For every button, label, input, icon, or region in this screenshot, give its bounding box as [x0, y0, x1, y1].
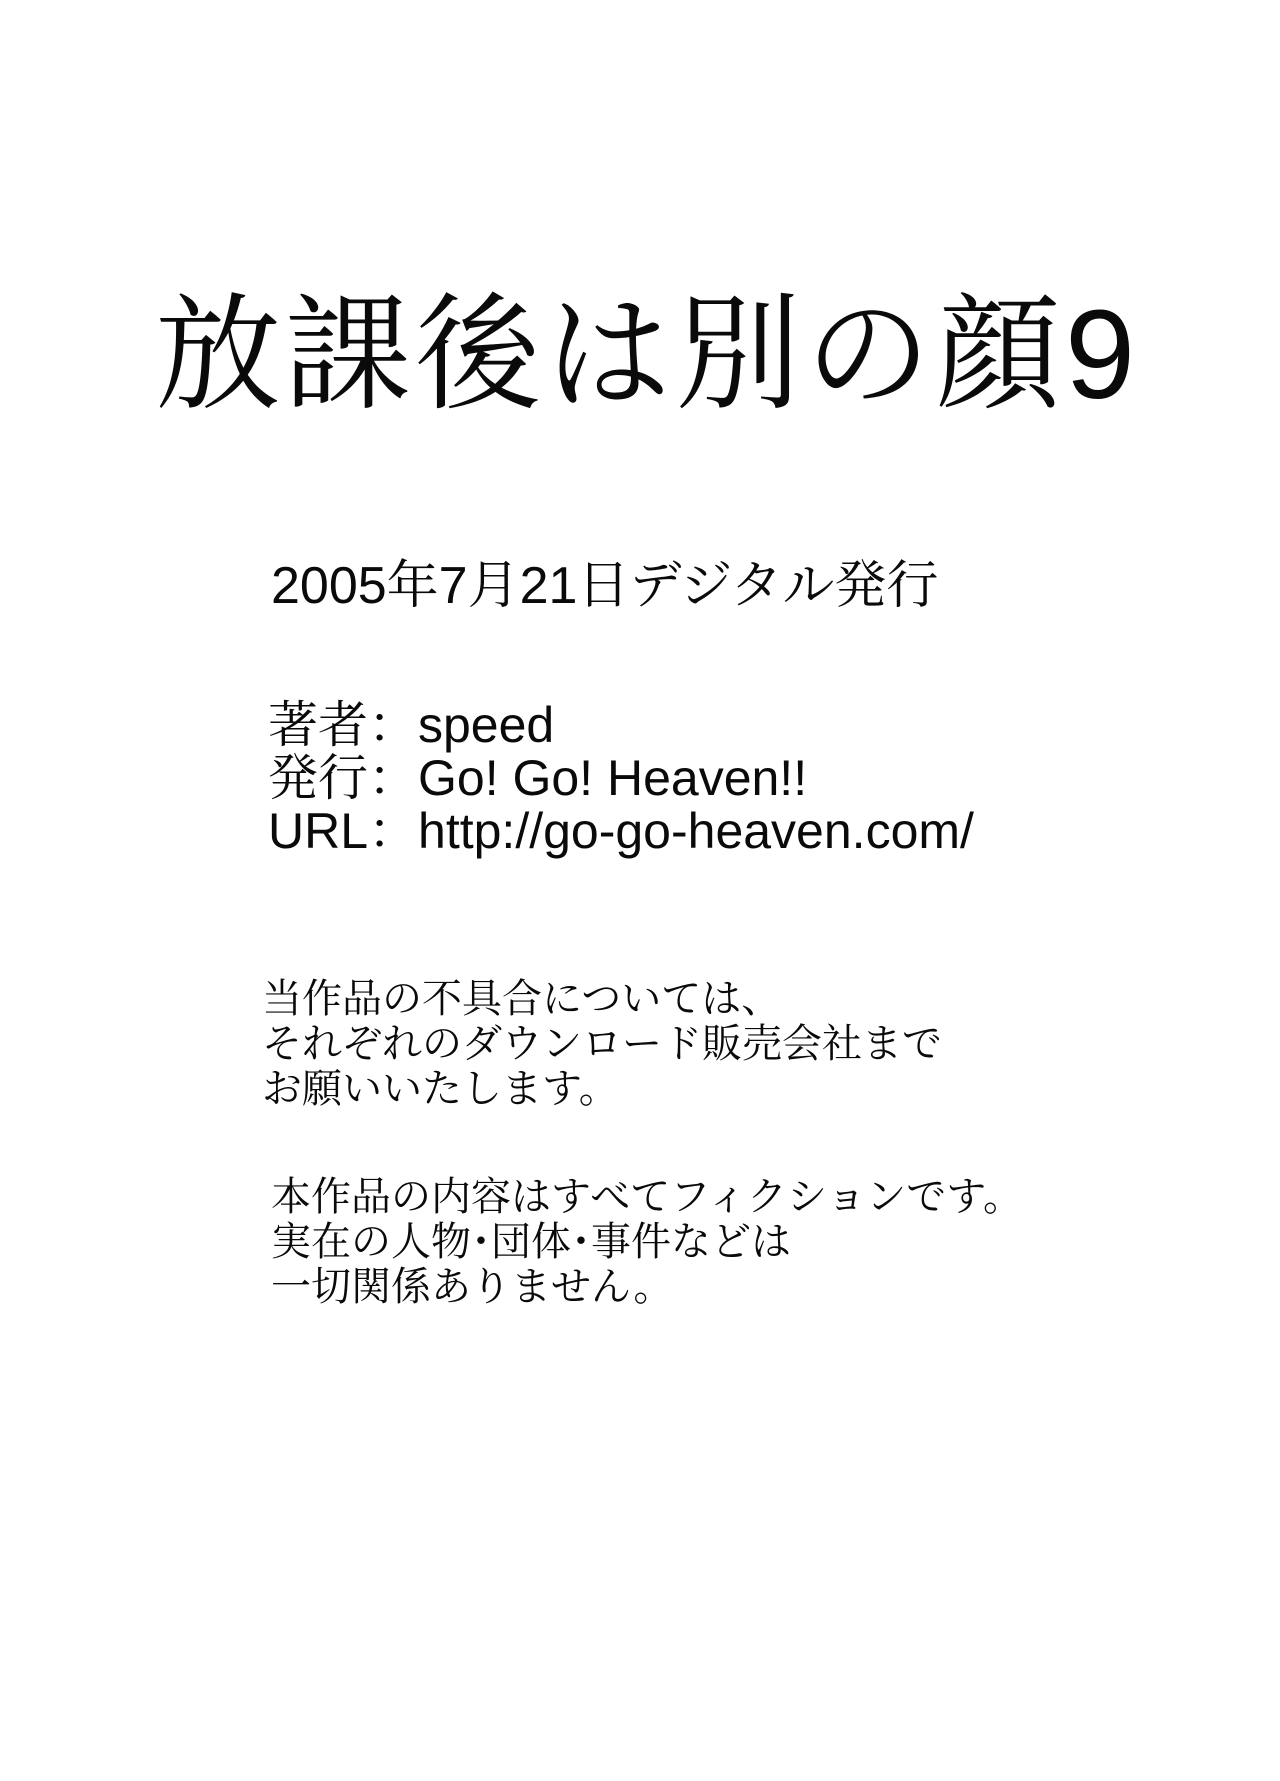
- support-notice-line: それぞれのダウンロード販売会社まで: [262, 1022, 942, 1066]
- fiction-disclaimer: [271, 1175, 1023, 1310]
- credit-separator: ：: [368, 750, 418, 806]
- author-label: 著者: [268, 697, 368, 753]
- credit-line-author: [268, 699, 974, 752]
- author-value: speed: [418, 697, 555, 753]
- fiction-disclaimer-line: 実在の人物･団体･事件などは: [271, 1220, 791, 1264]
- publish-date: 2005年7月21日デジタル発行: [271, 557, 939, 615]
- fiction-disclaimer-line: 一切関係ありません。: [271, 1265, 674, 1309]
- publisher-value: Go! Go! Heaven!!: [418, 750, 808, 806]
- url-value: http://go-go-heaven.com/: [418, 803, 974, 859]
- credit-line-url: [268, 805, 974, 858]
- credit-line-publisher: [268, 752, 974, 805]
- support-notice-line: お願いいたします。: [262, 1067, 619, 1111]
- url-label: URL: [268, 803, 369, 859]
- support-notice: [262, 977, 942, 1112]
- credit-separator: ：: [368, 803, 419, 859]
- publisher-label: 発行: [268, 750, 368, 806]
- page-title: 放課後は別の顔9: [155, 284, 1140, 425]
- credits-block: [268, 699, 974, 858]
- fiction-disclaimer-line: 本作品の内容はすべてフィクションです。: [271, 1175, 1023, 1219]
- support-notice-line: 当作品の不具合については、: [262, 977, 782, 1021]
- credit-separator: ：: [368, 697, 418, 753]
